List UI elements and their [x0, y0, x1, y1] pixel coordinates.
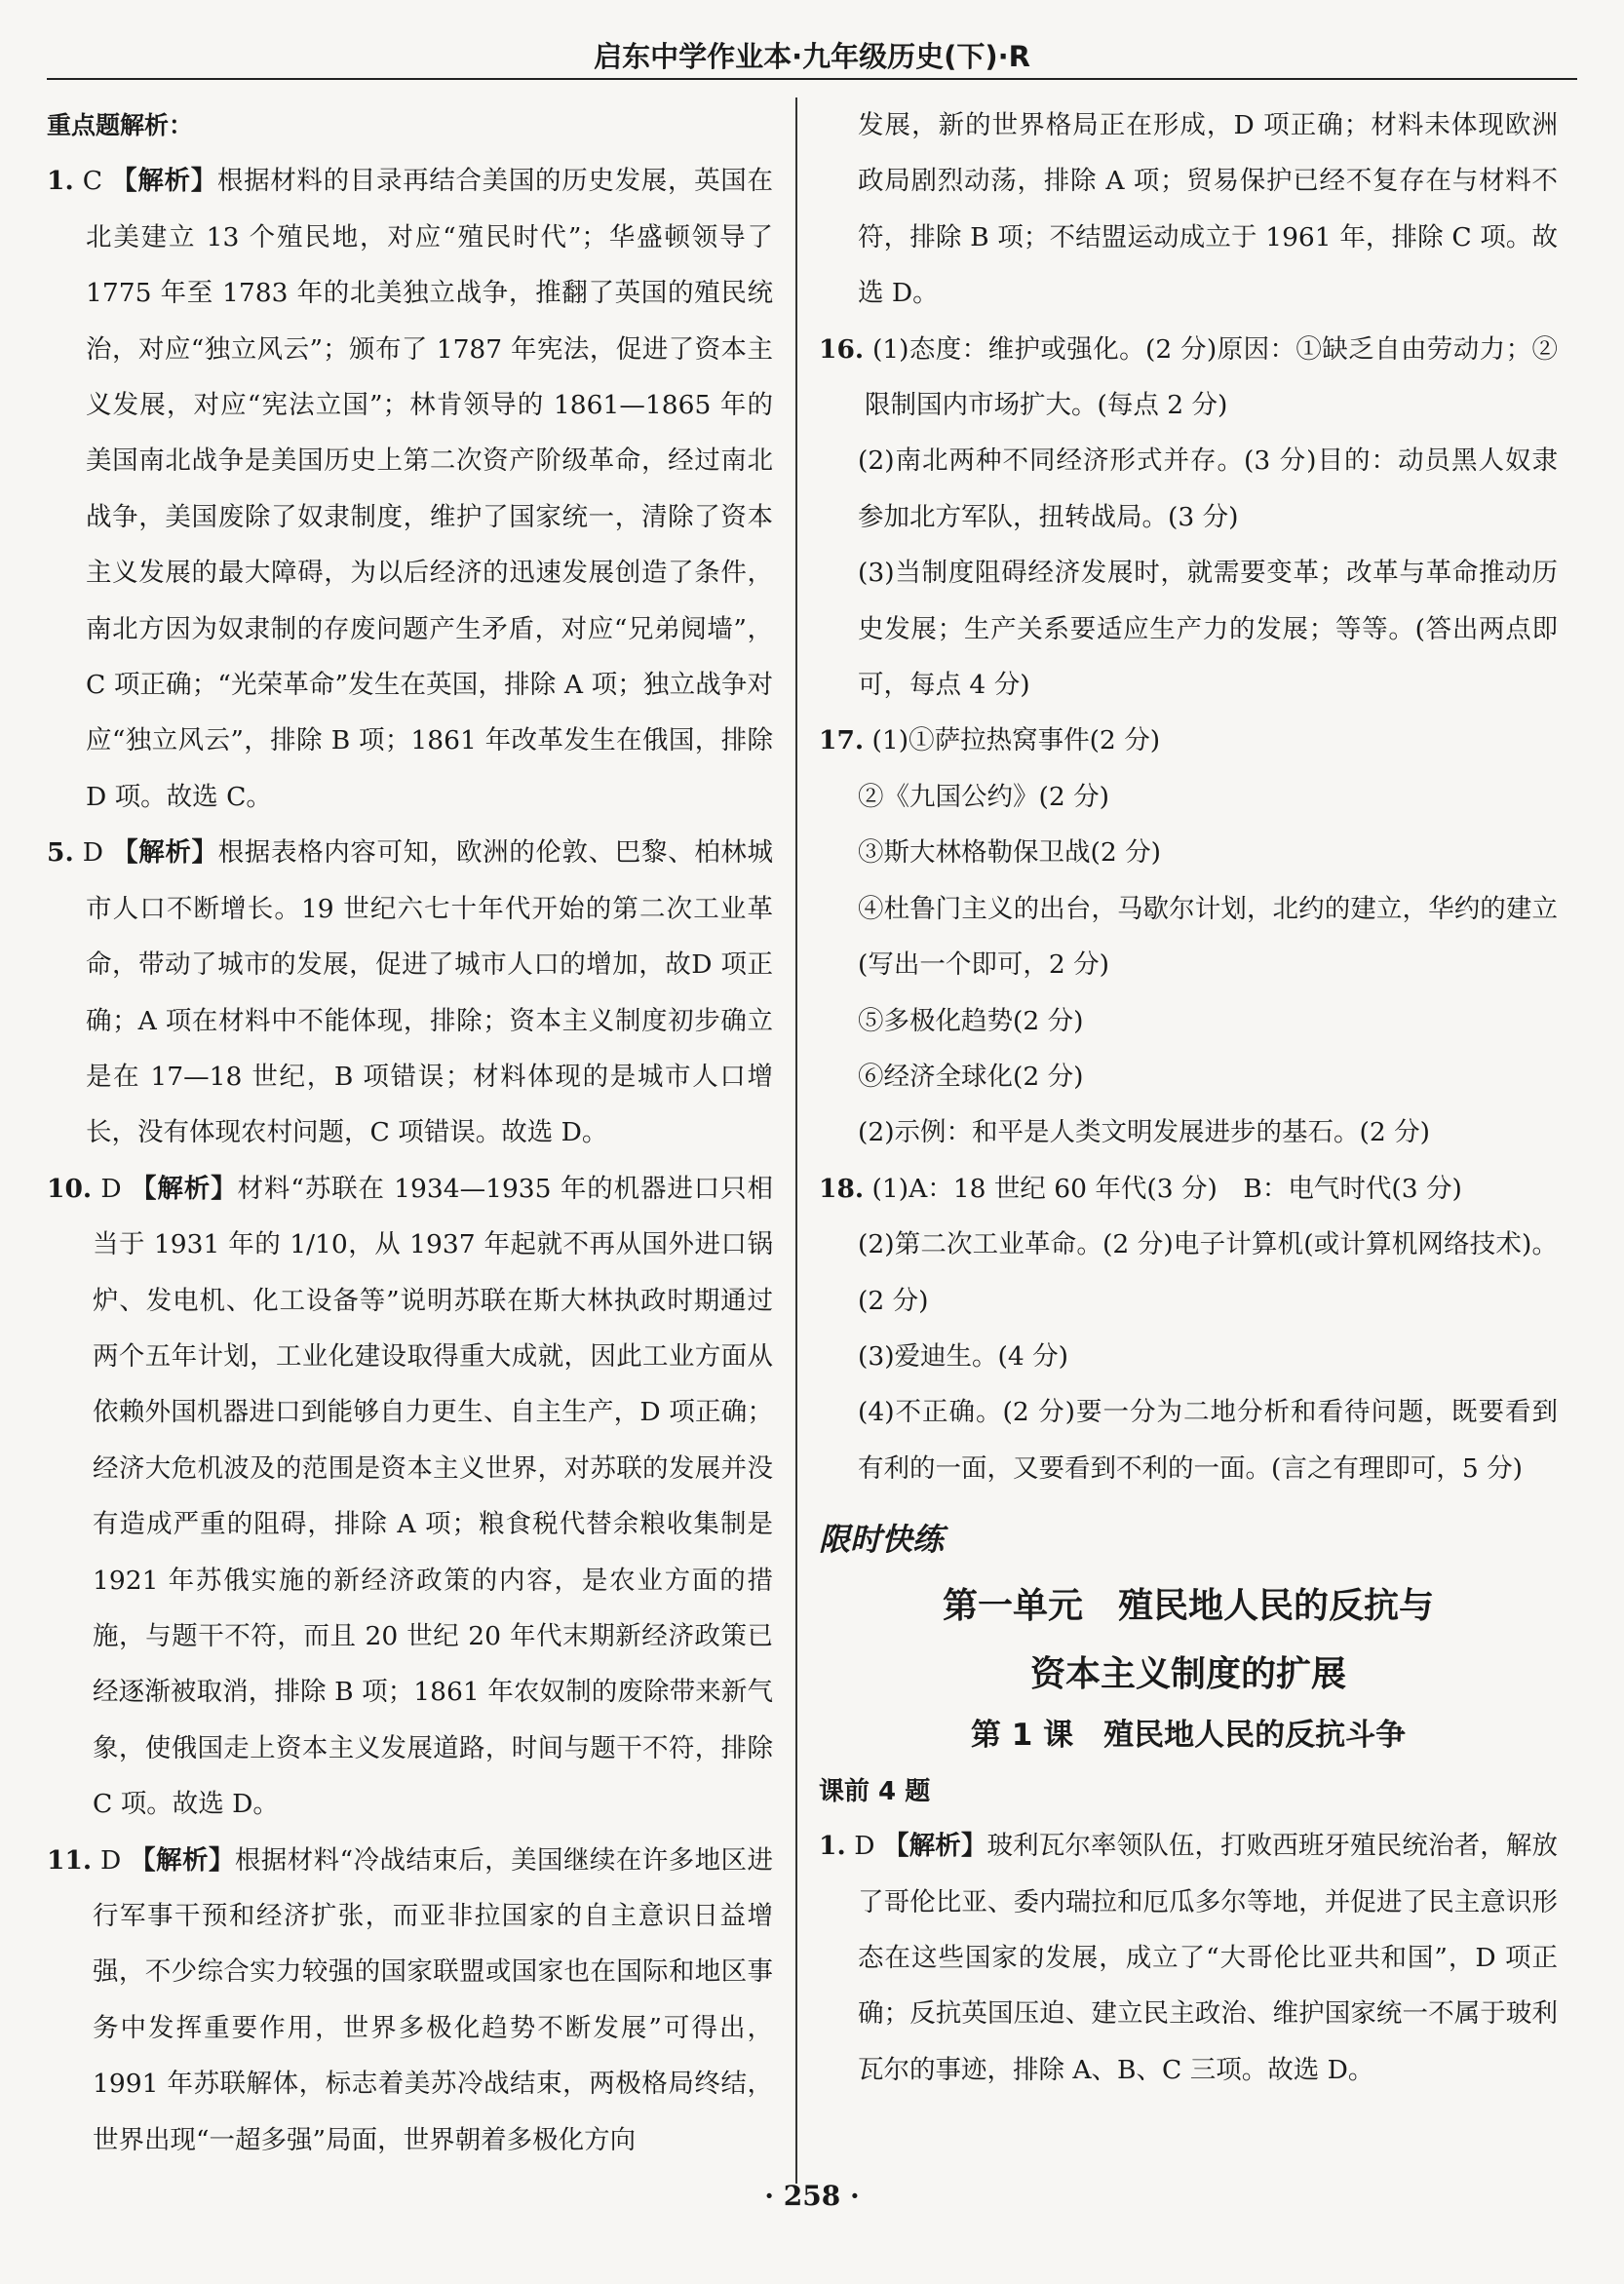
answer-part: (3)爱迪生。(4 分): [858, 1340, 1068, 1372]
answer-item-18: [819, 1161, 1558, 1217]
answer-item-5: [47, 825, 773, 1160]
answer-item-16: [819, 322, 1558, 434]
answer-part: ②《九国公约》(2 分): [858, 781, 1109, 812]
answer-part: ⑥经济全球化(2 分): [858, 1061, 1084, 1092]
section-label: 重点题解析：: [47, 111, 194, 139]
analysis-text: 材料“苏联在 1934—1935 年的机器进口只相当于 1931 年的 1/10，从 1937 年起就不再从国外进口锅炉、发电机、化工设备等”说明苏联在斯大林执政时期通过两个五年计划，工业化建设取得重大成就，因此工业方面从依赖外国机器进口到能够自力更生、自主生产，D 项正确；经济大危机波及的范围是资本主义世界，对苏联的发展并没有造成严重的阻碍，排除 A 项；粮食税代替余粮收集制是 1921 年苏俄实施的新经济政策的内容，是农业方面的措施，与题干不符，而且 20 世纪 20 年代末期新经济政策已经逐渐被取消，排除 B 项；1861 年农奴制的废除带来新气象，使俄国走上资本主义发展道路，时间与题干不符，排除 C 项。故选 D。: [93, 1173, 773, 1820]
question-number: 1.: [819, 1831, 846, 1862]
answer-part: (2)南北两种不同经济形式并存。(3 分)目的：动员黑人奴隶参加北方军队，扭转战局。(3 分): [858, 445, 1558, 532]
answer-part: (2)示例：和平是人类文明发展进步的基石。(2 分): [858, 1117, 1430, 1148]
answer-part: (1)A：18 世纪 60 年代(3 分) B：电气时代(3 分): [871, 1173, 1462, 1204]
question-number: 16.: [819, 333, 865, 365]
question-number: 10.: [47, 1173, 93, 1204]
analysis-tag: 【解析】: [883, 1831, 987, 1862]
answer-part: ④杜鲁门主义的出台，马歇尔计划，北约的建立，华约的建立(写出一个即可，2 分): [858, 893, 1558, 981]
analysis-text: 根据表格内容可知，欧洲的伦敦、巴黎、柏林城市人口不断增长。19 世纪六七十年代开始的第二次工业革命，带动了城市的发展，促进了城市人口的增加，故D 项正确；A 项在材料中不能体现，排除；资本主义制度初步确立是在 17—18 世纪，B 项错误；材料体现的是城市人口增长，没有体现农村问题，C 项错误。故选 D。: [86, 837, 774, 1148]
question-number: 11.: [47, 1844, 93, 1876]
right-column: [819, 97, 1558, 2098]
column-divider: [795, 97, 797, 2184]
section-heading-xianshi: 限时快练: [819, 1521, 945, 1559]
analysis-tag: 【解析】: [112, 837, 218, 869]
analysis-text: 玻利瓦尔率领队伍，打败西班牙殖民统治者，解放了哥伦比亚、委内瑞拉和厄瓜多尔等地，并促进了民主意识形态在这些国家的发展，成立了“大哥伦比亚共和国”，D 项正确；反抗英国压迫、建立民主政治、维护国家统一不属于玻利瓦尔的事迹，排除 A、B、C 三项。故选 D。: [858, 1831, 1558, 2085]
answer-part: ③斯大林格勒保卫战(2 分): [858, 837, 1161, 869]
answer-letter: D: [82, 837, 103, 869]
answer-item-11: [47, 1833, 773, 2168]
answer-item-10: [47, 1161, 773, 1833]
answer-part: (2)第二次工业革命。(2 分)电子计算机(或计算机网络技术)。(2 分): [858, 1229, 1558, 1316]
answer-letter: D: [99, 1844, 122, 1876]
answer-letter: C: [82, 166, 103, 197]
header-title: 启东中学作业本·九年级历史(下)·R: [594, 40, 1030, 73]
page-number: · 258 ·: [764, 2180, 860, 2212]
answer-letter: D: [854, 1831, 875, 1862]
question-number: 5.: [47, 837, 74, 869]
answer-part: (3)当制度阻碍经济发展时，就需要变革；改革与革命推动历史发展；生产关系要适应生产力的发展；等等。(答出两点即可，每点 4 分): [858, 558, 1558, 701]
question-number: 17.: [819, 725, 865, 756]
analysis-text: 根据材料“冷战结束后，美国继续在许多地区进行军事干预和经济扩张，而亚非拉国家的自主意识日益增强，不少综合实力较强的国家联盟或国家也在国际和地区事务中发挥重要作用，世界多极化趋势不断发展”可得出，1991 年苏联解体，标志着美苏冷战结束，两极格局终结，世界出现“一超多强”局面，世界朝着多极化方向: [93, 1844, 773, 2155]
pre-class-label: 课前 4 题: [819, 1777, 931, 1807]
analysis-tag: 【解析】: [130, 1844, 235, 1876]
question-number: 18.: [819, 1173, 865, 1204]
answer-item-1: [47, 153, 773, 825]
analysis-tag: 【解析】: [111, 166, 217, 197]
left-column: [47, 97, 773, 2168]
continuation-text: 发展，新的世界格局正在形成，D 项正确；材料未体现欧洲政局剧烈动荡，排除 A 项；贸易保护已经不复存在与材料不符，排除 B 项；不结盟运动成立于 1961 年，排除 C 项。故选 D。: [858, 110, 1558, 309]
answer-part: (1)①萨拉热窝事件(2 分): [871, 725, 1161, 756]
question-number: 1.: [47, 166, 74, 197]
analysis-text: 根据材料的目录再结合美国的历史发展，英国在北美建立 13 个殖民地，对应“殖民时代”；华盛顿领导了 1775 年至 1783 年的北美独立战争，推翻了英国的殖民统治，对应“独立风云”；颁布了 1787 年宪法，促进了资本主义发展，对应“宪法立国”；林肯领导的 1861—1865 年的美国南北战争是美国历史上第二次资产阶级革命，经过南北战争，美国废除了奴隶制度，维护了国家统一，清除了资本主义发展的最大障碍，为以后经济的迅速发展创造了条件，南北方因为奴隶制的存废问题产生矛盾，对应“兄弟阋墙”，C 项正确；“光荣革命”发生在英国，排除 A 项；独立战争对应“独立风云”，排除 B 项；1861 年改革发生在俄国，排除 D 项。故选 C。: [86, 166, 773, 812]
lesson-title: 第 1 课 殖民地人民的反抗斗争: [970, 1718, 1407, 1754]
analysis-tag: 【解析】: [130, 1173, 238, 1204]
answer-part: (1)态度：维护或强化。(2 分)原因：①缺乏自由劳动力；②限制国内市场扩大。(每点 2 分): [865, 333, 1558, 421]
page-header: [47, 35, 1577, 80]
answer-item-17: [819, 713, 1558, 768]
answer-item-lesson-1: [819, 1818, 1558, 2098]
answer-letter: D: [100, 1173, 122, 1204]
answer-part: ⑤多极化趋势(2 分): [858, 1005, 1084, 1036]
unit-title-line-1: 第一单元 殖民地人民的反抗与: [942, 1585, 1434, 1627]
answer-part: (4)不正确。(2 分)要一分为二地分析和看待问题，既要看到有利的一面，又要看到不利的一面。(言之有理即可，5 分): [858, 1397, 1558, 1484]
unit-title-line-2: 资本主义制度的扩展: [1029, 1653, 1346, 1695]
